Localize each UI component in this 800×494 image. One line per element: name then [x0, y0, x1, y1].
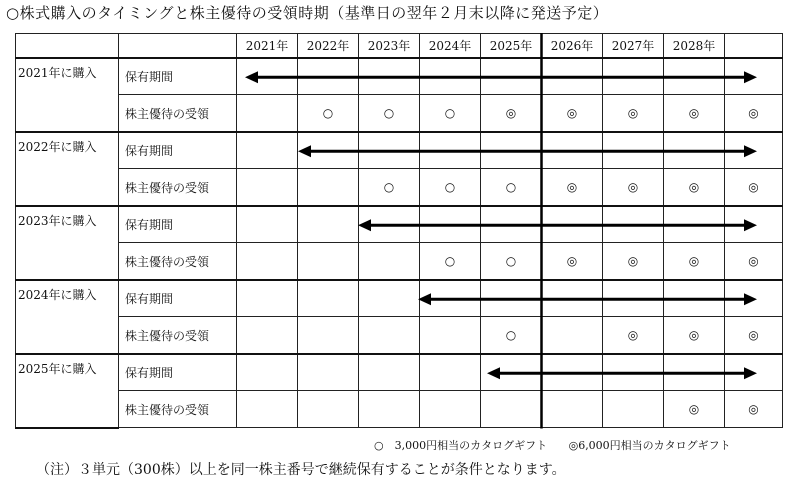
benefit-cell: [542, 391, 603, 428]
legend: [374, 437, 749, 453]
holding-cell: [725, 206, 783, 243]
benefit-cell: ◎: [725, 95, 783, 133]
footnote: （注）３単元（300株）以上を同一株主番号で継続保有することが条件となります。: [36, 462, 566, 478]
holding-cell: [359, 280, 420, 317]
holding-cell: [298, 58, 359, 95]
benefit-cell: [481, 391, 542, 428]
benefit-cell: ○: [420, 95, 481, 133]
benefit-row: [16, 243, 783, 281]
benefit-cell: [603, 391, 664, 428]
legend-double-circle: ◎6,000円相当のカタログギフト: [568, 439, 731, 452]
benefit-cell: ○: [481, 243, 542, 281]
benefit-label: 株主優待の受領: [119, 391, 237, 428]
year-header: 2027年: [603, 34, 664, 59]
holding-cell: [725, 58, 783, 95]
benefit-cell: ◎: [725, 169, 783, 207]
benefit-cell: ◎: [664, 243, 725, 281]
benefit-cell: ○: [298, 95, 359, 133]
benefit-cell: ◎: [725, 243, 783, 281]
holding-period-label: 保有期間: [119, 206, 237, 243]
holding-cell: [664, 280, 725, 317]
purchase-year-label: 2023年に購入: [16, 206, 119, 280]
holding-cell: [237, 58, 298, 95]
holding-cell: [481, 58, 542, 95]
benefit-label: 株主優待の受領: [119, 317, 237, 355]
benefit-cell: [359, 391, 420, 428]
holding-cell: [725, 280, 783, 317]
holding-cell: [664, 354, 725, 391]
holding-cell: [603, 58, 664, 95]
benefit-cell: [298, 317, 359, 355]
benefit-cell: [237, 317, 298, 355]
holding-cell: [481, 206, 542, 243]
benefit-cell: ◎: [542, 169, 603, 207]
holding-cell: [542, 58, 603, 95]
holding-cell: [359, 206, 420, 243]
benefit-cell: ○: [359, 95, 420, 133]
benefit-row: [16, 95, 783, 133]
holding-period-label: 保有期間: [119, 354, 237, 391]
benefit-cell: ◎: [664, 391, 725, 428]
holding-cell: [298, 280, 359, 317]
holding-cell: [420, 354, 481, 391]
holding-cell: [359, 354, 420, 391]
holding-cell: [420, 206, 481, 243]
holding-row: [16, 206, 783, 243]
benefit-cell: ◎: [603, 243, 664, 281]
year-header: 2025年: [481, 34, 542, 59]
benefit-cell: ◎: [603, 317, 664, 355]
benefit-cell: ◎: [664, 317, 725, 355]
benefit-cell: ○: [420, 169, 481, 207]
year-header: 2028年: [664, 34, 725, 59]
benefit-cell: [420, 391, 481, 428]
page-title: ○株式購入のタイミングと株主優待の受領時期（基準日の翌年２月末以降に発送予定）: [6, 4, 609, 22]
holding-period-label: 保有期間: [119, 132, 237, 169]
holding-cell: [237, 206, 298, 243]
benefit-timing-table: [15, 33, 783, 429]
legend-single-circle: ○ 3,000円相当のカタログギフト: [374, 439, 548, 452]
benefit-row: [16, 317, 783, 355]
benefit-cell: [359, 243, 420, 281]
benefit-cell: [420, 317, 481, 355]
benefit-cell: [237, 391, 298, 428]
benefit-cell: ◎: [542, 243, 603, 281]
holding-cell: [420, 132, 481, 169]
benefit-cell: [237, 243, 298, 281]
benefit-cell: [237, 169, 298, 207]
purchase-year-label: 2022年に購入: [16, 132, 119, 206]
benefit-cell: [237, 95, 298, 133]
benefit-label: 株主優待の受領: [119, 95, 237, 133]
benefit-cell: [298, 391, 359, 428]
purchase-year-label: 2021年に購入: [16, 58, 119, 132]
holding-cell: [603, 354, 664, 391]
year-header: 2022年: [298, 34, 359, 59]
holding-cell: [298, 206, 359, 243]
benefit-cell: ◎: [725, 317, 783, 355]
benefit-row: [16, 169, 783, 207]
holding-period-label: 保有期間: [119, 280, 237, 317]
holding-row: [16, 132, 783, 169]
holding-cell: [237, 132, 298, 169]
benefit-label: 株主優待の受領: [119, 243, 237, 281]
benefit-cell: ◎: [542, 95, 603, 133]
holding-cell: [603, 280, 664, 317]
holding-cell: [237, 354, 298, 391]
benefit-cell: [359, 317, 420, 355]
holding-cell: [298, 132, 359, 169]
header-blank: [16, 34, 119, 59]
holding-cell: [359, 132, 420, 169]
purchase-year-label: 2025年に購入: [16, 354, 119, 428]
holding-cell: [542, 354, 603, 391]
benefit-label: 株主優待の受領: [119, 169, 237, 207]
holding-cell: [420, 58, 481, 95]
year-header: 2026年: [542, 34, 603, 59]
holding-cell: [542, 206, 603, 243]
holding-cell: [664, 58, 725, 95]
holding-row: [16, 354, 783, 391]
holding-cell: [481, 354, 542, 391]
holding-cell: [481, 280, 542, 317]
benefit-cell: ◎: [664, 95, 725, 133]
benefit-cell: ○: [359, 169, 420, 207]
benefit-cell: ◎: [603, 95, 664, 133]
holding-cell: [359, 58, 420, 95]
year-header: 2023年: [359, 34, 420, 59]
purchase-year-label: 2024年に購入: [16, 280, 119, 354]
benefit-cell: [298, 243, 359, 281]
benefit-cell: [298, 169, 359, 207]
header-blank: [119, 34, 237, 59]
holding-cell: [237, 280, 298, 317]
holding-cell: [542, 280, 603, 317]
benefit-cell: ○: [420, 243, 481, 281]
holding-cell: [542, 132, 603, 169]
year-header: [725, 34, 783, 59]
header-row: [16, 34, 783, 59]
holding-cell: [420, 280, 481, 317]
holding-cell: [481, 132, 542, 169]
benefit-cell: ◎: [603, 169, 664, 207]
holding-period-label: 保有期間: [119, 58, 237, 95]
year-header: 2021年: [237, 34, 298, 59]
benefit-cell: ○: [481, 317, 542, 355]
benefit-row: [16, 391, 783, 428]
holding-cell: [603, 206, 664, 243]
holding-cell: [664, 206, 725, 243]
benefit-cell: ◎: [725, 391, 783, 428]
holding-row: [16, 58, 783, 95]
holding-cell: [725, 132, 783, 169]
benefit-cell: ◎: [481, 95, 542, 133]
benefit-cell: ◎: [664, 169, 725, 207]
holding-cell: [664, 132, 725, 169]
holding-row: [16, 280, 783, 317]
year-header: 2024年: [420, 34, 481, 59]
holding-cell: [603, 132, 664, 169]
benefit-cell: ○: [481, 169, 542, 207]
holding-cell: [298, 354, 359, 391]
holding-cell: [725, 354, 783, 391]
benefit-cell: [542, 317, 603, 355]
